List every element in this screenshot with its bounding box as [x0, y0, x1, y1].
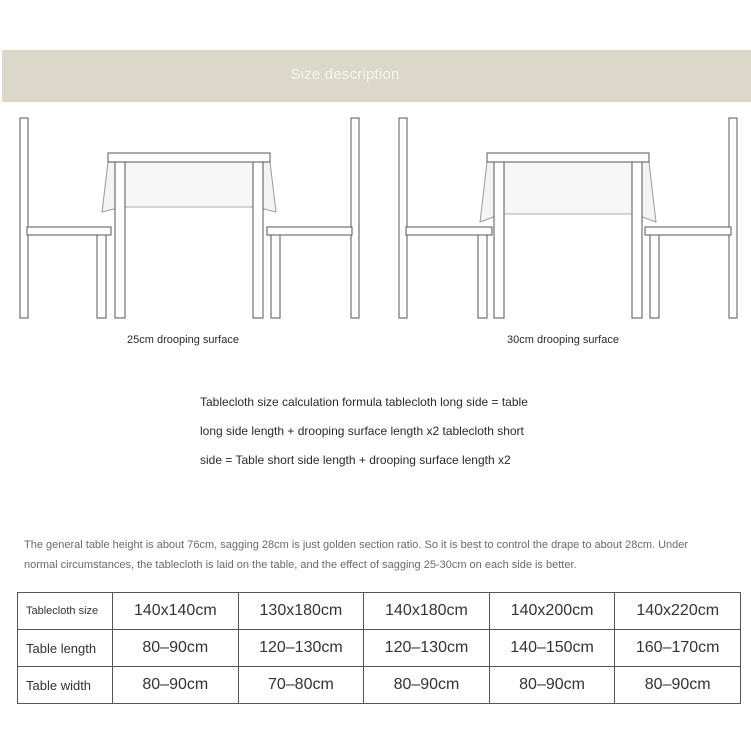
- drape-note: The general table height is about 76cm, sagging 28cm is just golden section ratio. So it is best to control the drape to about 28cm. Under normal circumstances, the tablecloth is laid on the table, and the effect of sagging 25-30cm on each side is better.: [24, 539, 689, 571]
- table-cell: 80–90cm: [113, 630, 239, 667]
- table-cell: 80–90cm: [364, 667, 490, 704]
- table-cell: 140x200cm: [489, 593, 615, 630]
- row-header: Table length: [18, 630, 113, 667]
- table-cell: 160–170cm: [615, 630, 741, 667]
- table-row: [18, 630, 741, 667]
- formula-line: long side length + drooping surface length x2 tablecloth short: [200, 424, 524, 438]
- diagram-caption-25cm: 25cm drooping surface: [127, 334, 239, 346]
- table-cell: 120–130cm: [364, 630, 490, 667]
- table-cell: 140x220cm: [615, 593, 741, 630]
- diagram-caption-30cm: 30cm drooping surface: [507, 334, 619, 346]
- table-cell: 140x140cm: [113, 593, 239, 630]
- formula-line: side = Table short side length + drooping surface length x2: [200, 453, 511, 467]
- page-title: Size description: [290, 66, 400, 83]
- table-cell: 140x180cm: [364, 593, 490, 630]
- row-header: Table width: [18, 667, 113, 704]
- table-row: [18, 667, 741, 704]
- row-header: Tablecloth size: [18, 593, 113, 630]
- diagram-25cm: [20, 118, 359, 318]
- table-row: [18, 593, 741, 630]
- table-cell: 140–150cm: [489, 630, 615, 667]
- table-cell: 130x180cm: [238, 593, 364, 630]
- table-diagrams: [0, 110, 751, 330]
- formula-block: [200, 388, 560, 475]
- diagram-30cm: [399, 118, 737, 318]
- table-cell: 80–90cm: [113, 667, 239, 704]
- table-cell: 70–80cm: [238, 667, 364, 704]
- table-cell: 120–130cm: [238, 630, 364, 667]
- table-cell: 80–90cm: [489, 667, 615, 704]
- formula-line: Tablecloth size calculation formula tablecloth long side = table: [200, 395, 528, 409]
- size-table: [17, 592, 741, 704]
- table-cell: 80–90cm: [615, 667, 741, 704]
